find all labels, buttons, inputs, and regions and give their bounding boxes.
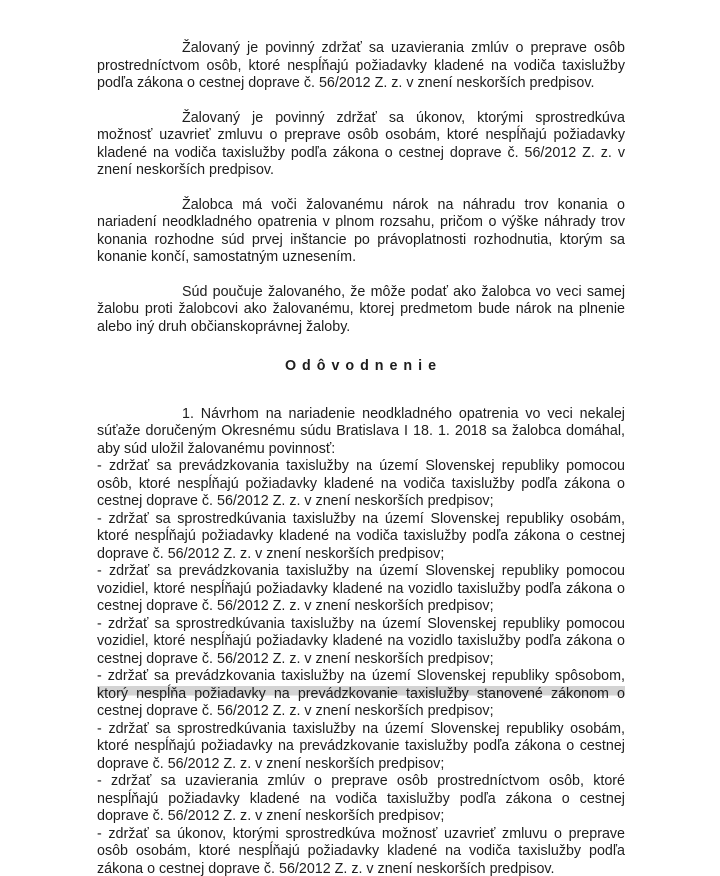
highlighted-item-after: cestnej doprave č. 56/2012 Z. z. v znení neskorších predpisov;	[97, 703, 494, 719]
injunction-list-item: - zdržať sa uzavierania zmlúv o preprave osôb prostredníctvom osôb, ktoré nespĺňajú požiadavky kladené na vodiča taxislužby podľa zákona o cestnej doprave č. 56/2012 Z. z. v znení neskorších predpisov;	[97, 773, 625, 824]
injunction-list-item: - zdržať sa prevádzkovania taxislužby na území Slovenskej republiky pomocou osôb, ktoré nespĺňajú požiadavky kladené na vodiča taxislužby podľa zákona o cestnej doprave č. 56/2012 Z. z. v znení neskorších predpisov;	[97, 458, 625, 509]
paragraph-obligation-acts: Žalovaný je povinný zdržať sa úkonov, ktorými sprostredkúva možnosť uzavrieť zmluvu o preprave osôb osobám, ktoré nespĺňajú požiadavky kladené na vodiča taxislužby podľa zákona o cestnej doprave č. 56/2012 Z. z. v znení neskorších predpisov.	[97, 109, 625, 178]
injunction-list-item: - zdržať sa sprostredkúvania taxislužby na území Slovenskej republiky pomocou vozidiel, ktoré nespĺňajú požiadavky kladené na vozidlo taxislužby podľa zákona o cestnej doprave č. 56/2012 Z. z. v znení neskorších predpisov;	[97, 615, 625, 667]
paragraph-obligation-contracts: Žalovaný je povinný zdržať sa uzavierania zmlúv o preprave osôb prostredníctvom osôb, ktoré nespĺňajú požiadavky kladené na vodiča taxislužby podľa zákona o cestnej doprave č. 56/2012 Z. z. v znení neskorších predpisov.	[97, 40, 625, 91]
paragraph-numbered-1: 1. Návrhom na nariadenie neodkladného opatrenia vo veci nekalej súťaže doručeným Okresnému súdu Bratislava I 18. 1. 2018 sa žalobca domáhal, aby súd uložil žalovanému povinnosť:	[97, 405, 625, 457]
paragraph-costs: Žalobca má voči žalovanému nárok na náhradu trov konania o nariadení neodkladného opatrenia v plnom rozsahu, pričom o výške náhrady trov konania rozhodne súd prvej inštancie po právoplatnosti rozhodnutia, ktorým sa konanie končí, samostatným uznesením.	[97, 196, 625, 265]
injunction-list-item: - zdržať sa sprostredkúvania taxislužby na území Slovenskej republiky osobám, ktoré nespĺňajú požiadavky kladené na vodiča taxislužby podľa zákona o cestnej doprave č. 56/2012 Z. z. v znení neskorších predpisov;	[97, 510, 625, 562]
gray-highlight-mark: ktorý nespĺňa požiadavky na prevádzkovanie taxislužby stanovené zákonom o	[97, 685, 625, 702]
injunction-list-item-highlighted	[97, 668, 625, 721]
section-heading-odovodnenie: O d ô v o d n e n i e	[284, 358, 438, 374]
injunction-list-item: - zdržať sa úkonov, ktorými sprostredkúva možnosť uzavrieť zmluvu o preprave osôb osobám, ktoré nespĺňajú požiadavky kladené na vodiča taxislužby podľa zákona o cestnej doprave č. 56/2012 Z. z. v znení neskorších predpisov.	[97, 825, 625, 876]
injunction-list-item: - zdržať sa prevádzkovania taxislužby na území Slovenskej republiky pomocou vozidiel, ktoré nespĺňajú požiadavky kladené na vozidlo taxislužby podľa zákona o cestnej doprave č. 56/2012 Z. z. v znení neskorších predpisov;	[97, 563, 625, 614]
paragraph-instruction: Súd poučuje žalovaného, že môže podať ako žalobca vo veci samej žalobu proti žalobcovi ako žalovanému, ktorej predmetom bude nárok na plnenie alebo iný druh občianskoprávnej žaloby.	[97, 283, 625, 335]
highlighted-item-before: - zdržať sa prevádzkovania taxislužby na území Slovenskej republiky spôsobom,	[97, 668, 625, 684]
injunction-list-item: - zdržať sa sprostredkúvania taxislužby na území Slovenskej republiky osobám, ktoré nespĺňajú požiadavky na prevádzkovanie taxislužby podľa zákona o cestnej doprave č. 56/2012 Z. z. v znení neskorších predpisov;	[97, 720, 625, 772]
document-text-block	[97, 40, 625, 876]
